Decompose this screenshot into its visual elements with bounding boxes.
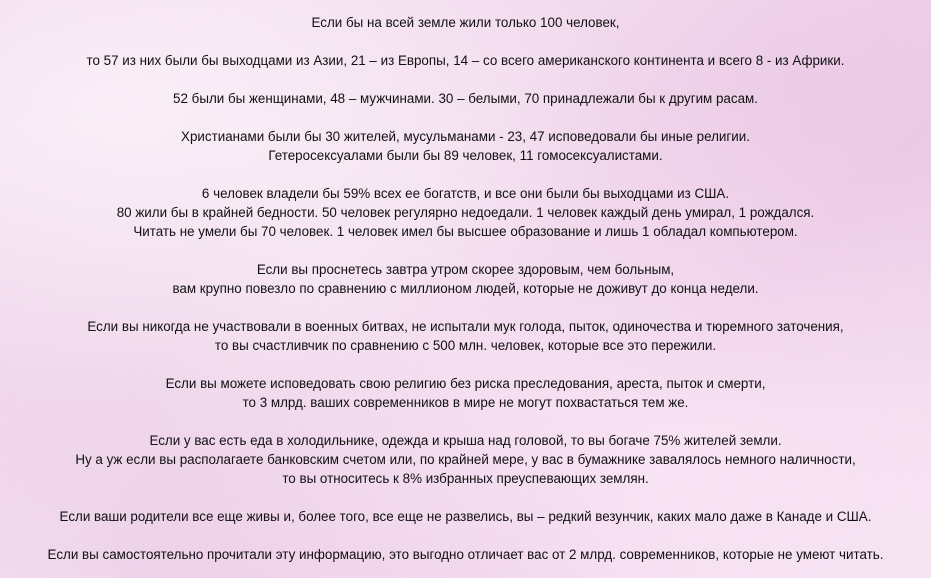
paragraph-religion: [0, 127, 931, 165]
paragraph-freedom-religion: [0, 374, 931, 412]
text-line: Если бы на всей земле жили только 100 человек,: [311, 15, 620, 30]
text-line: то вы относитесь к 8% избранных преуспевающих землян.: [282, 471, 649, 486]
text-line: 80 жили бы в крайней бедности. 50 человек регулярно недоедали. 1 человек каждый день умирал, 1 рождался.: [116, 205, 815, 220]
text-line: Если вы проснетесь завтра утром скорее здоровым, чем больным,: [256, 262, 675, 277]
text-line: Если вы самостоятельно прочитали эту информацию, это выгодно отличает вас от 2 млрд. современников, которые не умеют читать.: [47, 547, 884, 562]
text-line: то 3 млрд. ваших современников в мире не могут похвастаться тем же.: [242, 395, 689, 410]
text-line: то 57 из них были бы выходцами из Азии, 21 – из Европы, 14 – со всего американского континента и всего 8 - из Африки.: [86, 53, 845, 68]
text-line: вам крупно повезло по сравнению с миллионом людей, которые не доживут до конца недели.: [172, 281, 759, 296]
text-line: Читать не умели бы 70 человек. 1 человек имел бы высшее образование и лишь 1 обладал компьютером.: [133, 224, 798, 239]
text-line: Ну а уж если вы располагаете банковским счетом или, по крайней мере, у вас в бумажнике завалялось немного наличности,: [75, 452, 856, 467]
text-line: Если у вас есть еда в холодильнике, одежда и крыша над головой, то вы богаче 75% жителей земли.: [149, 433, 782, 448]
paragraph-health: [0, 260, 931, 298]
text-line: то вы счастливчик по сравнению с 500 млн. человек, которые все это пережили.: [214, 338, 717, 353]
text-line: Гетеросексуалами были бы 89 человек, 11 гомосексуалистами.: [268, 148, 663, 163]
paragraph-food-money: [0, 431, 931, 488]
text-line: 52 были бы женщинами, 48 – мужчинами. 30 – белыми, 70 принадлежали бы к другим расам.: [173, 91, 758, 106]
text-line: Если ваши родители все еще живы и, более того, все еще не развелись, вы – редкий везунчик, каких мало даже в Канаде и США.: [59, 509, 872, 524]
paragraph-continents: [0, 51, 931, 70]
paragraph-intro: [0, 13, 931, 32]
paragraph-war: [0, 317, 931, 355]
text-line: Если вы никогда не участвовали в военных битвах, не испытали мук голода, пыток, одиночества и тюремного заточения,: [87, 319, 844, 334]
paragraph-gender-race: [0, 89, 931, 108]
paragraph-wealth: [0, 184, 931, 241]
text-line: Если вы можете исповедовать свою религию без риска преследования, ареста, пыток и смерти,: [165, 376, 766, 391]
paragraph-reading: [0, 545, 931, 564]
text-line: Христианами были бы 30 жителей, мусульманами - 23, 47 исповедовали бы иные религии.: [181, 129, 750, 144]
text-line: 6 человек владели бы 59% всех ее богатств, и все они были бы выходцами из США.: [201, 186, 730, 201]
paragraph-parents: [0, 507, 931, 526]
